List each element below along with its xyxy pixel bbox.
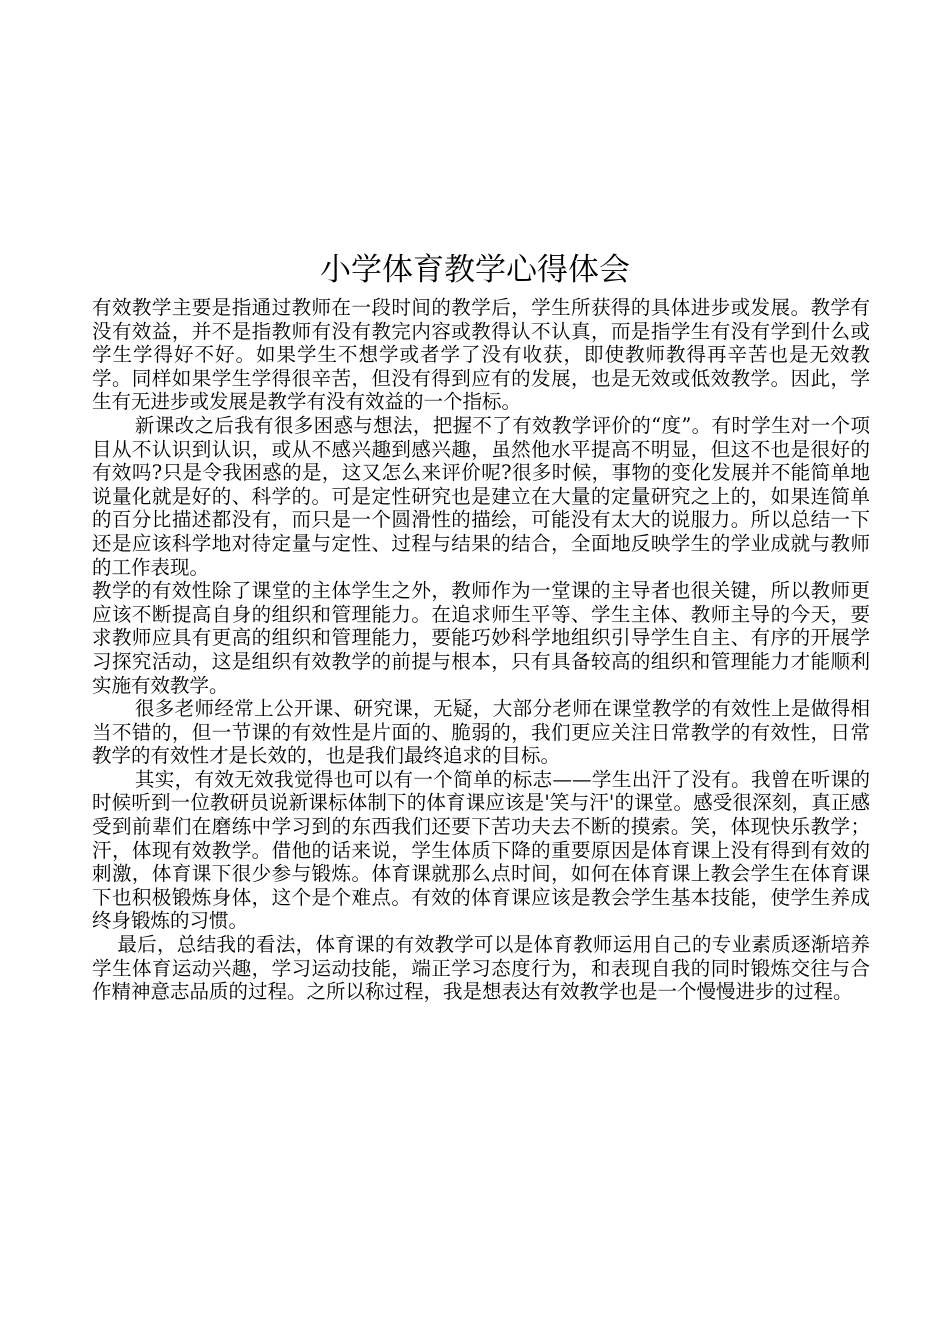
paragraph-5: 其实，有效无效我觉得也可以有一个简单的标志——学生出汗了没有。我曾在听课的时候听到一位教研员说新课标体制下的体育课应该是'笑与汗'的课堂。感受很深刻，真正感受到前辈们在磨练中学习到的东西我们还要下苦功夫去不断的摸索。笑，体现快乐教学；汗，体现有效教学。借他的话来说，学生体质下降的重要原因是体育课上没有得到有效的刺激，体育课下很少参与锻炼。体育课就那么点时间，如何在体育课上教会学生在体育课下也积极锻炼身体，这个是个难点。有效的体育课应该是教会学生基本技能，使学生养成终身锻炼的习惯。	[92, 767, 870, 933]
paragraph-1: 有效教学主要是指通过教师在一段时间的教学后，学生所获得的具体进步或发展。教学有没有效益，并不是指教师有没有教完内容或教得认不认真，而是指学生有没有学到什么或学生学得好不好。如果学生不想学或者学了没有收获，即使教师教得再辛苦也是无效教学。同样如果学生学得很辛苦，但没有得到应有的发展，也是无效或低效教学。因此，学生有无进步或发展是教学有没有效益的一个指标。	[92, 296, 870, 414]
document-body	[92, 296, 870, 1004]
paragraph-4: 很多老师经常上公开课、研究课，无疑，大部分老师在课堂教学的有效性上是做得相当不错的，但一节课的有效性是片面的、脆弱的，我们更应关注日常教学的有效性，日常教学的有效性才是长效的，也是我们最终追求的目标。	[92, 697, 870, 768]
paragraph-2: 新课改之后我有很多困惑与想法，把握不了有效教学评价的“度”。有时学生对一个项目从不认识到认识，或从不感兴趣到感兴趣，虽然他水平提高不明显，但这不也是很好的有效吗?只是令我困惑的是，这又怎么来评价呢?很多时候，事物的变化发展并不能简单地说量化就是好的、科学的。可是定性研究也是建立在大量的定量研究之上的，如果连简单的百分比描述都没有，而只是一个圆滑性的描绘，可能没有太大的说服力。所以总结一下还是应该科学地对待定量与定性、过程与结果的结合，全面地反映学生的学业成就与教师的工作表现。	[92, 413, 870, 579]
paragraph-3: 教学的有效性除了课堂的主体学生之外，教师作为一堂课的主导者也很关键，所以教师更应该不断提高自身的组织和管理能力。在追求师生平等、学生主体、教师主导的今天，要求教师应具有更高的组织和管理能力，要能巧妙科学地组织引导学生自主、有序的开展学习探究活动，这是组织有效教学的前提与根本，只有具备较高的组织和管理能力才能顺利实施有效教学。	[92, 579, 870, 697]
document-title: 小学体育教学心得体会	[320, 252, 630, 288]
paragraph-6: 最后，总结我的看法，体育课的有效教学可以是体育教师运用自己的专业素质逐渐培养学生体育运动兴趣，学习运动技能，端正学习态度行为，和表现自我的同时锻炼交往与合作精神意志品质的过程。之所以称过程，我是想表达有效教学也是一个慢慢进步的过程。	[92, 933, 870, 1004]
